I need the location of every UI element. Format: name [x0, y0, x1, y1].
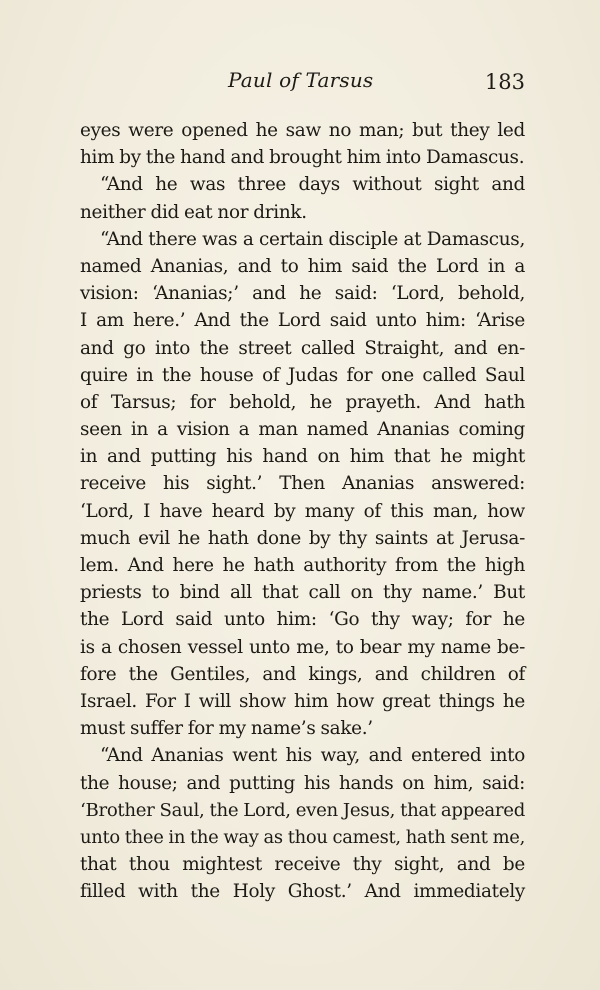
- text-line: receive his sight.’ Then Ananias answered:: [80, 473, 525, 495]
- text-line: Israel. For I will show him how great things he: [80, 690, 525, 712]
- text-line: seen in a vision a man named Ananias coming: [80, 419, 525, 441]
- text-line: that thou mightest receive thy sight, and be: [80, 854, 525, 876]
- text-line: the house; and putting his hands on him, said:: [80, 772, 525, 794]
- text-line: the Lord said unto him: ‘Go thy way; for he: [80, 609, 525, 631]
- text-line: ‘Lord, I have heard by many of this man, how: [80, 500, 525, 522]
- text-line: fore the Gentiles, and kings, and children of: [80, 663, 525, 685]
- text-line: ‘Brother Saul, the Lord, even Jesus, that appeared: [80, 799, 525, 821]
- text-line: is a chosen vessel unto me, to bear my name be-: [80, 636, 525, 658]
- text-line: named Ananias, and to him said the Lord in a: [80, 255, 525, 277]
- text-line: I am here.’ And the Lord said unto him: ‘Arise: [80, 310, 525, 332]
- text-line: lem. And here he hath authority from the high: [80, 555, 525, 576]
- page-number: 183: [484, 70, 525, 94]
- text-line: quire in the house of Judas for one called Saul: [80, 364, 525, 386]
- text-line: must suffer for my name’s sake.’: [80, 718, 373, 740]
- text-line: of Tarsus; for behold, he prayeth. And hath: [80, 391, 525, 413]
- page-header: [80, 66, 525, 100]
- text-line: “And there was a certain disciple at Damascus,: [100, 228, 525, 250]
- text-line: eyes were opened he saw no man; but they led: [80, 120, 525, 141]
- text-line: in and putting his hand on him that he might: [80, 446, 525, 468]
- text-line: “And Ananias went his way, and entered into: [100, 745, 525, 767]
- text-line: neither did eat nor drink.: [80, 201, 307, 223]
- body-text: [80, 117, 525, 905]
- text-line: “And he was three days without sight and: [100, 174, 525, 196]
- text-line: filled with the Holy Ghost.’ And immediately: [80, 881, 525, 903]
- text-line: him by the hand and brought him into Damascus.: [80, 147, 525, 169]
- text-line: and go into the street called Straight, and en-: [80, 337, 525, 359]
- text-line: vision: ‘Ananias;’ and he said: ‘Lord, behold,: [80, 283, 525, 305]
- text-line: unto thee in the way as thou camest, hath sent me,: [80, 826, 525, 848]
- text-line: priests to bind all that call on thy name.’ But: [80, 582, 525, 604]
- running-title: Paul of Tarsus: [228, 68, 374, 92]
- text-line: much evil he hath done by thy saints at Jerusa-: [80, 527, 525, 549]
